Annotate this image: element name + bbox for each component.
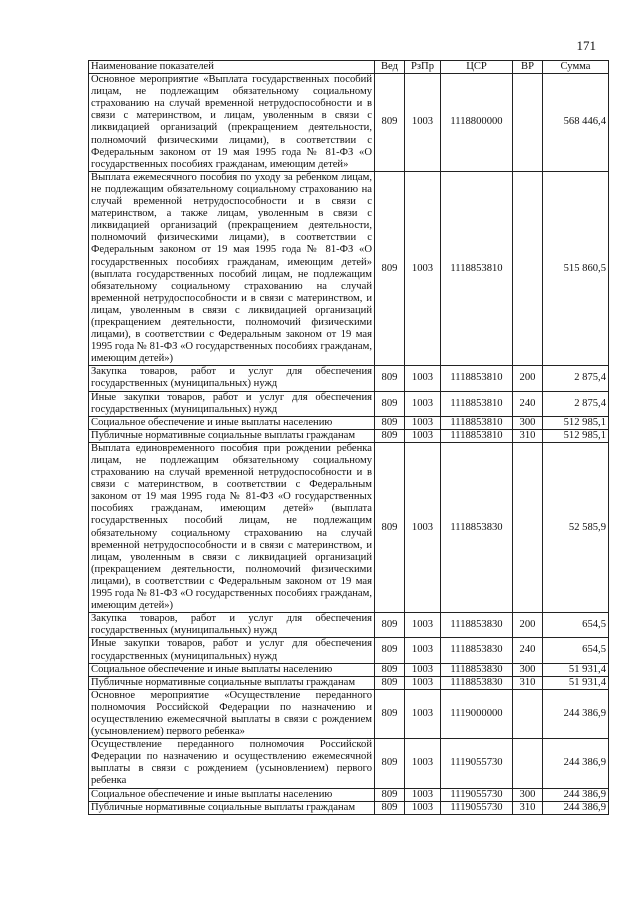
cell-rzpr: 1003 — [405, 689, 441, 738]
cell-rzpr: 1003 — [405, 416, 441, 429]
cell-ved: 809 — [375, 429, 405, 442]
cell-vr — [513, 442, 543, 612]
table-row — [89, 801, 609, 814]
cell-ved: 809 — [375, 171, 405, 366]
cell-csr: 1119055730 — [441, 801, 513, 814]
table-row — [89, 171, 609, 366]
cell-vr: 200 — [513, 613, 543, 638]
cell-rzpr: 1003 — [405, 366, 441, 391]
table-row — [89, 74, 609, 172]
table-row — [89, 663, 609, 676]
cell-rzpr: 1003 — [405, 429, 441, 442]
table-row — [89, 676, 609, 689]
cell-name: Иные закупки товаров, работ и услуг для обеспечения государственных (муниципальных) нужд — [89, 391, 375, 416]
cell-name: Осуществление переданного полномочия Российской Федерации по назначению и осуществлению ежемесячной выплаты в связи с рождением (усыновлением) первого ребенка — [89, 739, 375, 788]
cell-vr — [513, 739, 543, 788]
header-sum: Сумма — [543, 61, 609, 74]
table-row — [89, 689, 609, 738]
header-ved: Вед — [375, 61, 405, 74]
cell-csr: 1118853810 — [441, 391, 513, 416]
cell-sum: 654,5 — [543, 638, 609, 663]
cell-rzpr: 1003 — [405, 391, 441, 416]
cell-ved: 809 — [375, 391, 405, 416]
cell-csr: 1118853810 — [441, 429, 513, 442]
cell-rzpr: 1003 — [405, 788, 441, 801]
cell-name: Социальное обеспечение и иные выплаты населению — [89, 663, 375, 676]
cell-vr: 300 — [513, 416, 543, 429]
cell-name: Социальное обеспечение и иные выплаты населению — [89, 788, 375, 801]
cell-name: Публичные нормативные социальные выплаты гражданам — [89, 801, 375, 814]
cell-vr: 240 — [513, 391, 543, 416]
table-row — [89, 442, 609, 612]
cell-name: Социальное обеспечение и иные выплаты населению — [89, 416, 375, 429]
cell-ved: 809 — [375, 366, 405, 391]
cell-rzpr: 1003 — [405, 676, 441, 689]
header-name: Наименование показателей — [89, 61, 375, 74]
cell-rzpr: 1003 — [405, 613, 441, 638]
cell-vr — [513, 171, 543, 366]
budget-table — [88, 60, 609, 815]
cell-vr: 300 — [513, 788, 543, 801]
cell-ved: 809 — [375, 689, 405, 738]
table-row — [89, 429, 609, 442]
cell-vr: 310 — [513, 676, 543, 689]
cell-name: Закупка товаров, работ и услуг для обеспечения государственных (муниципальных) нужд — [89, 366, 375, 391]
header-vr: ВР — [513, 61, 543, 74]
cell-vr: 310 — [513, 801, 543, 814]
cell-sum: 244 386,9 — [543, 689, 609, 738]
cell-rzpr: 1003 — [405, 171, 441, 366]
cell-ved: 809 — [375, 663, 405, 676]
cell-sum: 568 446,4 — [543, 74, 609, 172]
cell-rzpr: 1003 — [405, 638, 441, 663]
cell-sum: 2 875,4 — [543, 391, 609, 416]
cell-sum: 52 585,9 — [543, 442, 609, 612]
table-header-row — [89, 61, 609, 74]
cell-rzpr: 1003 — [405, 801, 441, 814]
cell-csr: 1119055730 — [441, 739, 513, 788]
cell-csr: 1119000000 — [441, 689, 513, 738]
page-number: 171 — [576, 38, 596, 53]
cell-sum: 244 386,9 — [543, 801, 609, 814]
table-row — [89, 391, 609, 416]
cell-name: Выплата единовременного пособия при рождении ребенка лицам, не подлежащим обязательному социальному страхованию на случай временной нетрудоспособности и в связи с материнством, в соответствии с Федеральным законом от 19 мая 1995 года № 81-ФЗ «О государственных пособиях гражданам, имеющим детей» (выплата государственных пособий лицам, не подлежащим обязательному социальному страхованию на случай временной нетрудоспособности и в связи с материнством, и лицам, уволенным в связи с ликвидацией организаций (прекращением деятельности, полномочий физическими лицами), в соответствии с Федеральным законом от 19 мая 1995 года № 81-ФЗ «О государственных пособиях гражданам, имеющим детей») — [89, 442, 375, 612]
cell-csr: 1118853830 — [441, 638, 513, 663]
table-row — [89, 638, 609, 663]
cell-vr — [513, 74, 543, 172]
cell-csr: 1118853810 — [441, 171, 513, 366]
cell-ved: 809 — [375, 676, 405, 689]
cell-ved: 809 — [375, 416, 405, 429]
cell-vr: 240 — [513, 638, 543, 663]
cell-vr: 200 — [513, 366, 543, 391]
cell-vr: 300 — [513, 663, 543, 676]
cell-rzpr: 1003 — [405, 663, 441, 676]
cell-rzpr: 1003 — [405, 739, 441, 788]
table-row — [89, 739, 609, 788]
cell-csr: 1118853830 — [441, 442, 513, 612]
cell-rzpr: 1003 — [405, 442, 441, 612]
header-rzpr: РзПр — [405, 61, 441, 74]
cell-name: Закупка товаров, работ и услуг для обеспечения государственных (муниципальных) нужд — [89, 613, 375, 638]
table-row — [89, 613, 609, 638]
cell-sum: 2 875,4 — [543, 366, 609, 391]
cell-csr: 1118853830 — [441, 663, 513, 676]
cell-sum: 654,5 — [543, 613, 609, 638]
cell-rzpr: 1003 — [405, 74, 441, 172]
cell-ved: 809 — [375, 788, 405, 801]
table-row — [89, 416, 609, 429]
cell-csr: 1118853830 — [441, 676, 513, 689]
cell-sum: 515 860,5 — [543, 171, 609, 366]
cell-csr: 1118800000 — [441, 74, 513, 172]
cell-ved: 809 — [375, 739, 405, 788]
table-row — [89, 788, 609, 801]
cell-ved: 809 — [375, 638, 405, 663]
cell-name: Иные закупки товаров, работ и услуг для обеспечения государственных (муниципальных) нужд — [89, 638, 375, 663]
cell-ved: 809 — [375, 442, 405, 612]
cell-vr: 310 — [513, 429, 543, 442]
cell-sum: 512 985,1 — [543, 416, 609, 429]
cell-vr — [513, 689, 543, 738]
cell-csr: 1119055730 — [441, 788, 513, 801]
cell-ved: 809 — [375, 74, 405, 172]
cell-csr: 1118853810 — [441, 416, 513, 429]
cell-name: Основное мероприятие «Осуществление переданного полномочия Российской Федерации по назначению и осуществлению ежемесячной выплаты в связи с рождением (усыновлением) первого ребенка» — [89, 689, 375, 738]
cell-name: Основное мероприятие «Выплата государственных пособий лицам, не подлежащим обязательному социальному страхованию на случай временной нетрудоспособности и в связи с материнством, и лицам, уволенным в связи с ликвидацией организаций (прекращением деятельности, полномочий физическими лицами), в соответствии с Федеральным законом от 19 мая 1995 года № 81-ФЗ «О государственных пособиях гражданам, имеющим детей» — [89, 74, 375, 172]
cell-sum: 51 931,4 — [543, 663, 609, 676]
cell-sum: 512 985,1 — [543, 429, 609, 442]
cell-csr: 1118853810 — [441, 366, 513, 391]
table-row — [89, 366, 609, 391]
cell-name: Публичные нормативные социальные выплаты гражданам — [89, 676, 375, 689]
cell-sum: 244 386,9 — [543, 739, 609, 788]
cell-name: Выплата ежемесячного пособия по уходу за ребенком лицам, не подлежащим обязательному социальному страхованию на случай временной нетрудоспособности и в связи с материнством, а также лицам, уволенным в связи с ликвидацией организаций (прекращением деятельности, полномочий физическими лицами), в соответствии с Федеральным законом от 19 мая 1995 года № 81-ФЗ «О государственных пособиях гражданам, имеющим детей» (выплата государственных пособий лицам, не подлежащим обязательному социальному страхованию на случай временной нетрудоспособности и в связи с материнством, и лицам, уволенным в связи с ликвидацией организаций (прекращением деятельности, полномочий физическими лицами), в соответствии с Федеральным законом от 19 мая 1995 года № 81-ФЗ «О государственных пособиях гражданам, имеющим детей») — [89, 171, 375, 366]
cell-sum: 51 931,4 — [543, 676, 609, 689]
header-csr: ЦСР — [441, 61, 513, 74]
cell-name: Публичные нормативные социальные выплаты гражданам — [89, 429, 375, 442]
cell-ved: 809 — [375, 613, 405, 638]
cell-csr: 1118853830 — [441, 613, 513, 638]
cell-ved: 809 — [375, 801, 405, 814]
cell-sum: 244 386,9 — [543, 788, 609, 801]
